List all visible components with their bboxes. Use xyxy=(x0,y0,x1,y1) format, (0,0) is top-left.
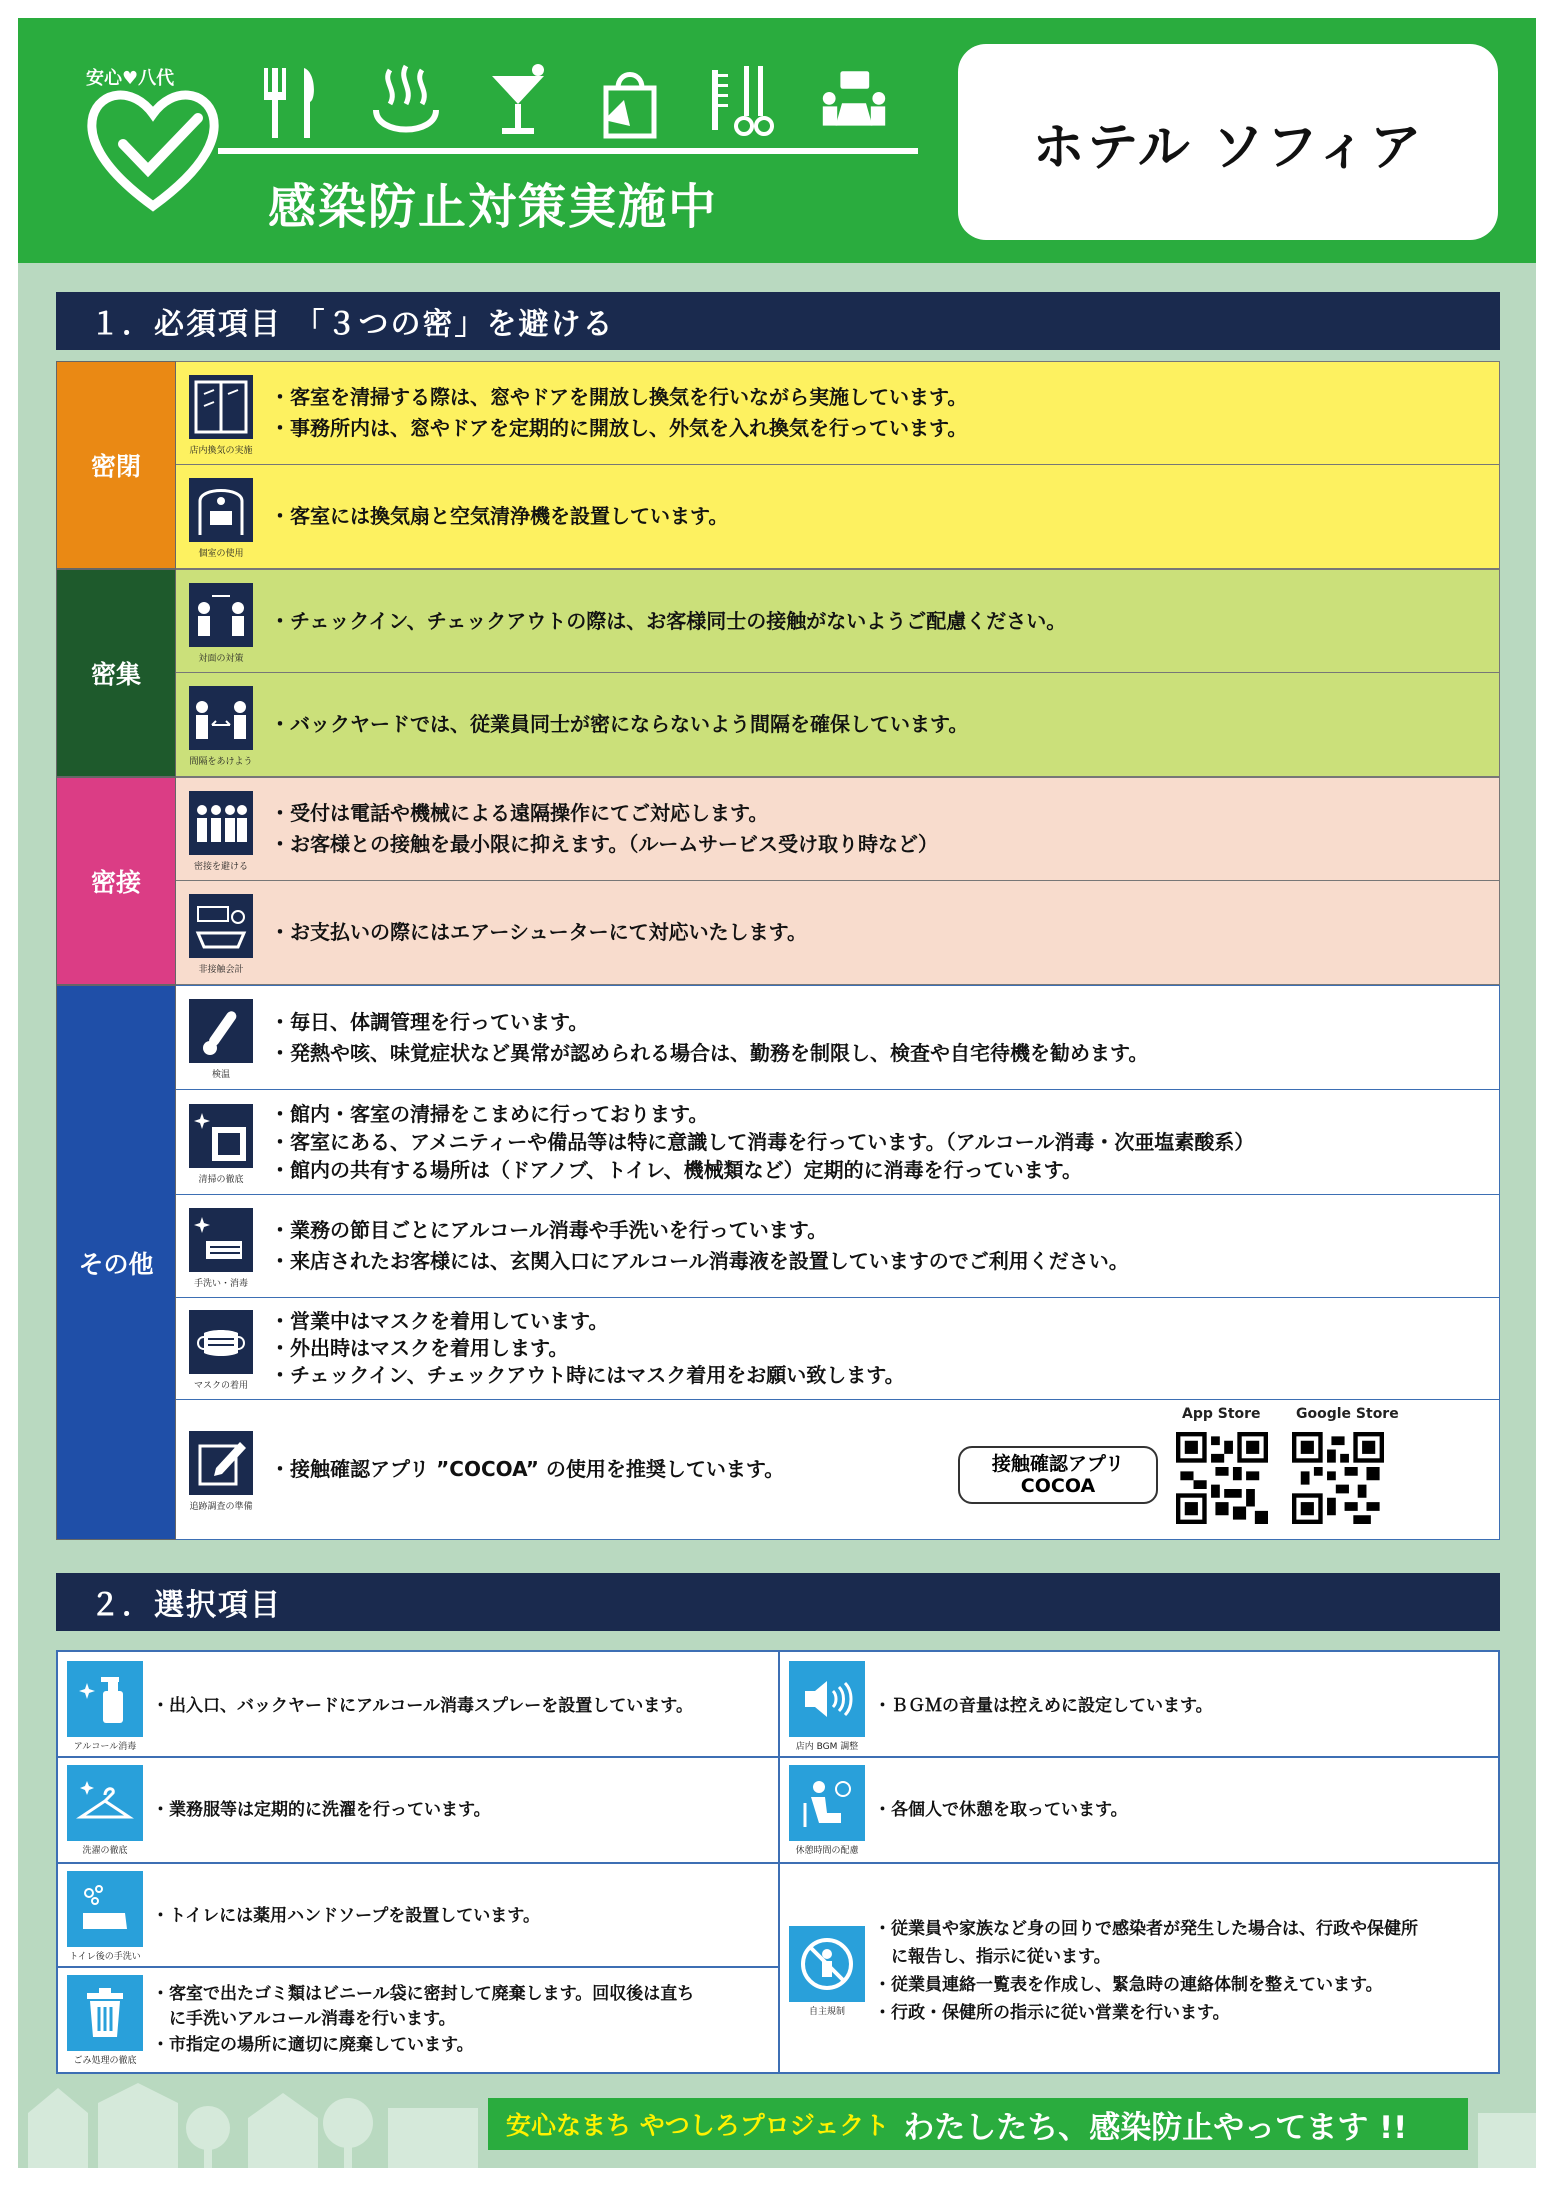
list-item: 手洗い・消毒 ・業務の節目ごとにアルコール消毒や手洗いを行っています。 ・来店されたお客様には、玄関入口にアルコール消毒液を設置していますのでご利用ください。 xyxy=(176,1195,1500,1298)
list-item: 休憩時間の配慮 ・各個人で休憩を取っています。 xyxy=(786,1764,1128,1856)
google-store-qr-code[interactable] xyxy=(1292,1432,1384,1524)
list-item: 非接触会計 ・お支払いの際にはエアーシューターにて対応いたします。 xyxy=(176,881,1500,985)
contactless-payment-icon xyxy=(189,894,253,958)
list-item: 洗濯の徹底 ・業務服等は定期的に洗濯を行っています。 xyxy=(64,1764,491,1856)
app-store-qr-code[interactable] xyxy=(1176,1432,1268,1524)
private-room-icon xyxy=(189,478,253,542)
app-store-label: App Store xyxy=(1182,1406,1261,1422)
section2-title: ２．選択項目 xyxy=(56,1573,1500,1631)
slogan: わたしたち、感染防止やってます !! xyxy=(903,2109,1408,2146)
speaker-icon xyxy=(789,1661,865,1737)
cocktail-icon xyxy=(482,60,554,140)
group-other xyxy=(56,985,1500,1540)
list-item: アルコール消毒 ・出入口、バックヤードにアルコール消毒スプレーを設置しています。 xyxy=(64,1660,693,1752)
thermometer-icon xyxy=(189,999,253,1063)
group-missetsu xyxy=(56,777,1500,985)
footer-banner xyxy=(488,2098,1468,2150)
face-to-face-icon xyxy=(189,583,253,647)
hot-spring-icon xyxy=(370,60,442,140)
section2-table xyxy=(56,1650,1500,2074)
list-item: 密接を避ける ・受付は電話や機械による遠隔操作にてご対応します。 ・お客様との接触を最小限に抑えます。（ルームサービス受け取り時など） xyxy=(176,777,1500,881)
category-label: その他 xyxy=(56,985,176,1540)
cleaning-icon xyxy=(189,1104,253,1168)
trash-can-icon xyxy=(67,1975,143,2051)
shopping-bag-icon xyxy=(594,60,666,140)
rest-time-icon xyxy=(789,1765,865,1841)
list-item: トイレ後の手洗い ・トイレには薬用ハンドソープを設置しています。 xyxy=(64,1870,540,1962)
section1-table xyxy=(56,361,1500,1540)
list-item: 間隔をあけよう ・バックヤードでは、従業員同士が密にならないよう間隔を確保しています。 xyxy=(176,673,1500,777)
hotel-name-box xyxy=(958,44,1498,240)
project-name: 安心なまち やつしろプロジェクト xyxy=(506,2111,890,2140)
list-item: 店内換気の実施 ・客室を清掃する際は、窓やドアを開放し換気を行いながら実施しています。 ・事務所内は、窓やドアを定期的に開放し、外気を入れ換気を行っています。 xyxy=(176,361,1500,465)
list-item: 自主規制 ・従業員や家族など身の回りで感染者が発生した場合は、行政や保健所 に報告し、指示に従います。 ・従業員連絡一覧表を作成し、緊急時の連絡体制を整えています。 ・行政・保健所の指示に従い営業を行います。 xyxy=(786,1874,1418,2068)
category-label: 密接 xyxy=(56,777,176,985)
group-misshu xyxy=(56,569,1500,777)
list-item: マスクの着用 ・営業中はマスクを着用しています。 ・外出時はマスクを着用します。 ・チェックイン、チェックアウト時にはマスク着用をお願い致します。 xyxy=(176,1298,1500,1400)
header xyxy=(18,18,1536,263)
list-item: 個室の使用 ・客室には換気扇と空気清浄機を設置しています。 xyxy=(176,465,1500,569)
section1-title: １．必須項目 「３つの密」を避ける xyxy=(56,292,1500,350)
list-item: 店内 BGM 調整 ・ＢＧＭの音量は控えめに設定しています。 xyxy=(786,1660,1213,1752)
poster xyxy=(18,18,1536,2168)
hand-soap-icon xyxy=(67,1871,143,1947)
hotel-name: ホテル ソフィア xyxy=(1032,117,1424,178)
list-item: 検温 ・毎日、体調管理を行っています。 ・発熱や咳、味覚症状など異常が認められる場合は、勤務を制限し、検査や自宅待機を勧めます。 xyxy=(176,985,1500,1090)
hanger-icon xyxy=(67,1765,143,1841)
list-item: ごみ処理の徹底 ・客室で出たゴミ類はビニール袋に密封して廃棄します。回収後は直ち に手洗いアルコール消毒を行います。 ・市指定の場所に適切に廃棄しています。 xyxy=(64,1972,694,2068)
list-item: 対面の対策 ・チェックイン、チェックアウトの際は、お客様同士の接触がないようご配慮ください。 xyxy=(176,569,1500,673)
tracing-icon xyxy=(189,1431,253,1495)
fork-knife-icon xyxy=(258,60,330,140)
comb-scissors-icon xyxy=(706,60,778,140)
handwash-icon xyxy=(189,1208,253,1272)
category-label: 密集 xyxy=(56,569,176,777)
avoid-contact-icon xyxy=(189,791,253,855)
header-title: 感染防止対策実施中 xyxy=(268,179,719,235)
logo-text: 安心♥八代 xyxy=(86,68,175,89)
self-restraint-icon xyxy=(789,1926,865,2002)
alcohol-spray-icon xyxy=(67,1661,143,1737)
distance-icon xyxy=(189,686,253,750)
mask-icon xyxy=(189,1310,253,1374)
cocoa-app-button[interactable]: 接触確認アプリ COCOA xyxy=(958,1446,1158,1504)
header-divider xyxy=(218,148,918,154)
category-label: 密閉 xyxy=(56,361,176,569)
group-mippei xyxy=(56,361,1500,569)
meeting-room-icon xyxy=(818,60,890,140)
list-item: 追跡調査の準備 ・接触確認アプリ ”COCOA” の使用を推奨しています。 接触確認アプリ COCOA App Store Google Store xyxy=(176,1400,1500,1540)
service-icons xyxy=(258,60,890,140)
list-item: 清掃の徹底 ・館内・客室の清掃をこまめに行っております。 ・客室にある、アメニティーや備品等は特に意識して消毒を行っています。（アルコール消毒・次亜塩素酸系） ・館内の共有する場所は（ドアノブ、トイレ、機械類など）定期的に消毒を行っています。 xyxy=(176,1090,1500,1195)
google-store-label: Google Store xyxy=(1296,1406,1399,1422)
window-ventilation-icon xyxy=(189,375,253,439)
